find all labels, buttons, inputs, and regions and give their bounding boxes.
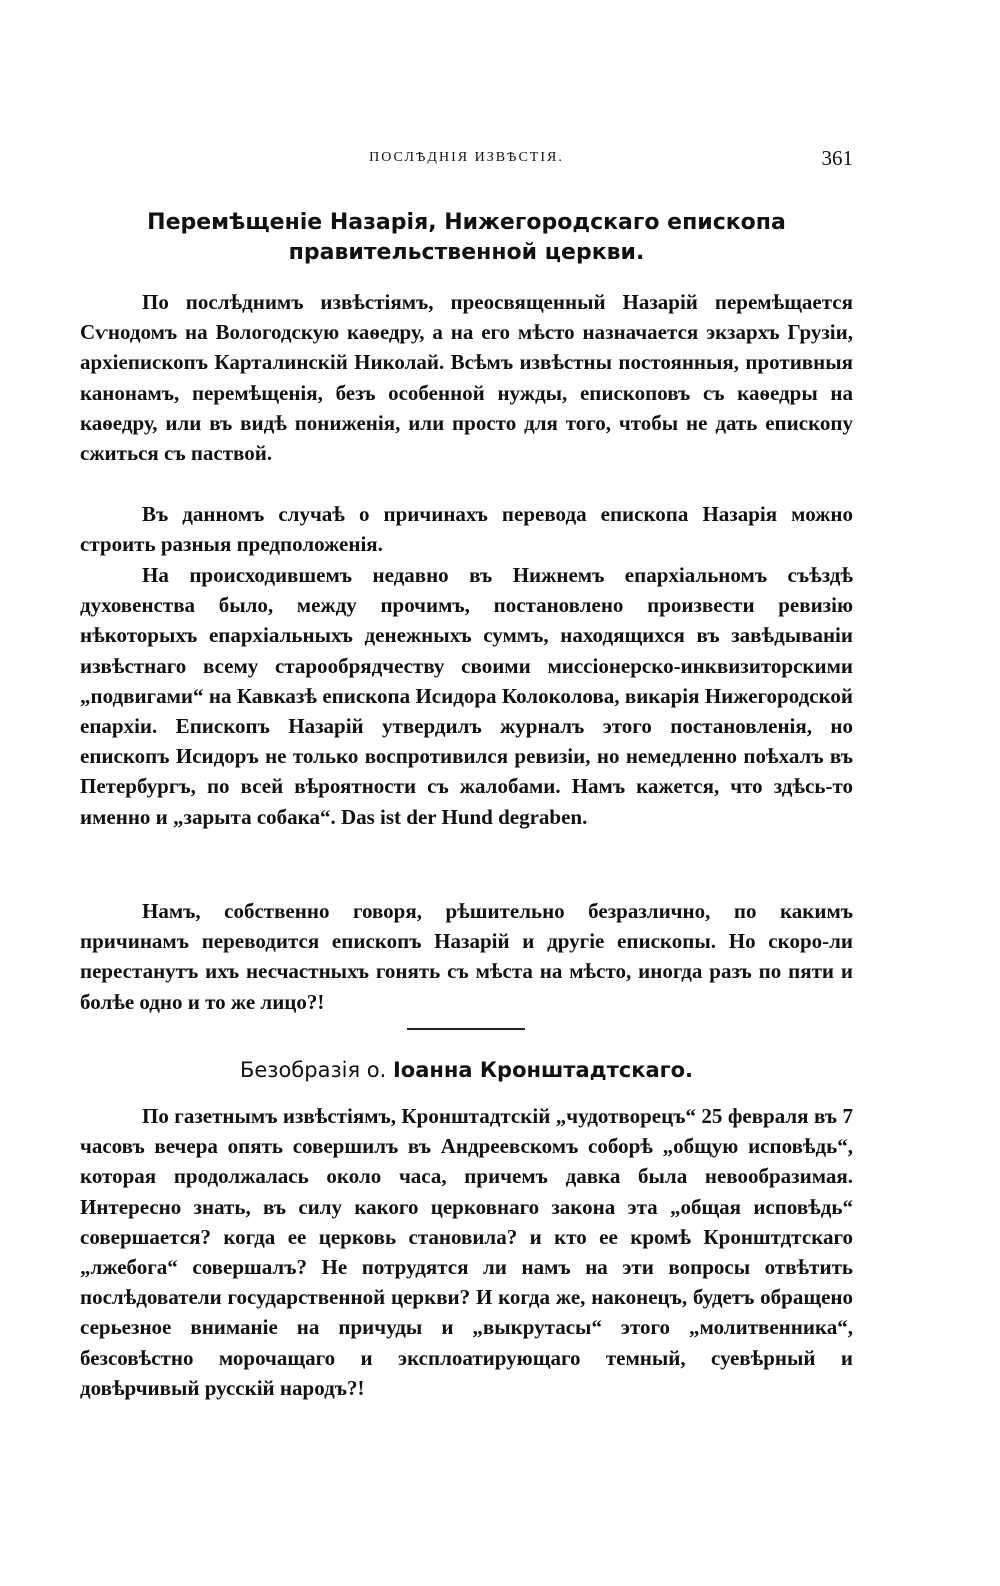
article-title-prefix: Безобразія о.	[239, 1058, 393, 1082]
article1-paragraph-2: Въ данномъ случаѣ о причинахъ перевода епископа Назарія можно строить разныя предположенія.	[80, 502, 853, 557]
section-divider	[407, 1028, 525, 1030]
page-number: 361	[821, 146, 853, 170]
article-title-ioann	[80, 1055, 853, 1085]
article2-paragraph-1: По газетнымъ извѣстіямъ, Кронштадтскій „чудотворецъ“ 25 февраля въ 7 часовъ вечера опять совершилъ въ Андреевскомъ соборѣ „общую исповѣдь“, которая продолжалась около часа, причемъ давка была невообразимая. Интересно знать, въ силу какого церковнаго закона эта „общая исповѣдь“ совершается? когда ее церковь становила? и кто ее кромѣ Кронштдтскаго „лжебога“ совершалъ? Не потрудятся ли намъ на эти вопросы отвѣтить послѣдователи государственной церкви? И когда же, наконецъ, будетъ обращено серьезное вниманіе на причуды и „выкрутасы“ этого „молитвенника“, безсовѣстно морочащаго и эксплоатирующаго темный, суевѣрный и довѣрчивый русскій народъ?!	[80, 1104, 853, 1400]
running-head	[80, 146, 853, 172]
article-title-nazariy: Перемѣщеніе Назарія, Нижегородскаго епископа правительственной церкви.	[147, 210, 786, 265]
article-title-name: Іоанна Кронштадтскаго.	[392, 1058, 694, 1082]
article1-paragraph-1: По послѣднимъ извѣстіямъ, преосвященный Назарій перемѣщается Сѵнодомъ на Вологодскую каѳедру, а на его мѣсто назначается экзархъ Грузіи, архіепископъ Карталинскій Николай. Всѣмъ извѣстны постоянныя, противныя канонамъ, перемѣщенія, безъ особенной нужды, епископовъ съ каѳедры на каѳедру, или въ видѣ пониженія, или просто для того, чтобы не дать епископу сжиться съ паствой.	[80, 290, 853, 466]
article1-paragraph-3: На происходившемъ недавно въ Нижнемъ епархіальномъ съѣздѣ духовенства было, между прочимъ, постановлено произвести ревизію нѣкоторыхъ епархіальныхъ денежныхъ суммъ, находящихся въ завѣдываніи извѣстнаго всему старообрядчеству своими миссіонерско-инквизиторскими „подвигами“ на Кавказѣ епископа Исидора Колоколова, викарія Нижегородской епархіи. Епископъ Назарій утвердилъ журналъ этого постановленія, но епископъ Исидоръ не только воспротивился ревизіи, но немедленно поѣхалъ въ Петербургъ, по всей вѣроятности съ жалобами. Намъ кажется, что здѣсь-то именно и „зарыта собака“. Das ist der Hund degraben.	[80, 563, 853, 829]
running-title: ПОСЛѢДНІЯ ИЗВѢСТІЯ.	[369, 150, 564, 165]
article1-paragraph-4: Намъ, собственно говоря, рѣшительно безразлично, по какимъ причинамъ переводится епископъ Назарій и другіе епископы. Но скоро-ли перестанутъ ихъ несчастныхъ гонять съ мѣста на мѣсто, иногда разъ по пяти и болѣе одно и то же лицо?!	[80, 899, 853, 1014]
